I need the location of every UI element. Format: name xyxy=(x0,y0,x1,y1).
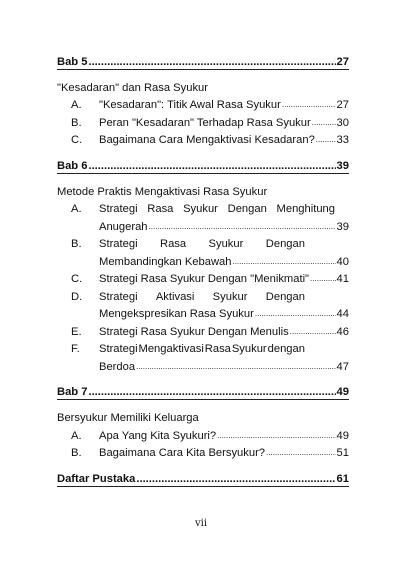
item-letter: A. xyxy=(71,429,82,442)
toc-item-line2[interactable] xyxy=(57,250,349,268)
toc-chapter-bab-6[interactable] xyxy=(57,154,349,172)
chapter-subtitle xyxy=(57,76,349,94)
dot-leader xyxy=(316,136,336,146)
chapter-title: Bab 5 xyxy=(57,55,88,68)
toc-item-line1[interactable] xyxy=(57,198,349,216)
dot-leader xyxy=(217,432,335,442)
item-page: 41 xyxy=(336,273,349,285)
item-letter: A. xyxy=(71,99,82,111)
word: Strategi xyxy=(99,343,138,355)
dot-leader xyxy=(88,386,335,398)
chapter-page: 27 xyxy=(336,55,349,68)
word: dengan xyxy=(267,343,305,355)
item-page: 47 xyxy=(336,360,349,373)
chapter-subtitle xyxy=(57,180,349,198)
item-text-line1 xyxy=(99,203,335,215)
item-page: 27 xyxy=(336,99,349,111)
word: Rasa xyxy=(204,343,231,355)
chapter-page: 39 xyxy=(336,159,349,172)
chapter-subtitle-text: Bersyukur Memiliki Keluarga xyxy=(57,412,199,424)
toc-item[interactable] xyxy=(57,111,349,129)
toc-item[interactable] xyxy=(57,129,349,147)
dot-leader xyxy=(282,101,336,111)
dot-leader xyxy=(266,449,336,459)
dot-leader xyxy=(136,473,335,485)
page-number: vii xyxy=(194,518,208,529)
toc-item[interactable] xyxy=(57,424,349,442)
word: Rasa xyxy=(147,203,174,215)
item-text: Bagaimana Cara Mengaktivasi Kesadaran? xyxy=(99,134,315,146)
word: Syukur xyxy=(208,238,244,250)
item-letter: C. xyxy=(71,134,83,146)
item-text: Strategi Rasa Syukur Dengan Menulis xyxy=(99,325,289,338)
dot-leader xyxy=(136,363,335,373)
item-letter: B. xyxy=(71,238,82,250)
word: Strategi xyxy=(99,290,138,303)
word: Rasa xyxy=(159,238,187,250)
toc-item-line2[interactable] xyxy=(57,355,349,373)
item-text-line1 xyxy=(99,238,305,250)
item-page: 40 xyxy=(336,255,349,268)
dot-leader xyxy=(290,328,336,338)
toc-chapter-bab-7[interactable] xyxy=(57,381,349,399)
item-text: Membandingkan Kebawah xyxy=(99,255,232,268)
dot-leader xyxy=(149,223,336,233)
item-text-line1 xyxy=(99,343,305,355)
word: Mengaktivasi xyxy=(138,343,204,355)
item-text: Strategi Rasa Syukur Dengan "Menikmati" xyxy=(99,273,310,285)
chapter-subtitle-text: "Kesadaran" dan Rasa Syukur xyxy=(57,81,208,94)
toc-item-line1[interactable] xyxy=(57,338,349,356)
word: Strategi xyxy=(99,203,138,215)
item-page: 33 xyxy=(336,134,349,146)
toc-item-line1[interactable] xyxy=(57,233,349,251)
word: Aktivasi xyxy=(155,290,195,303)
item-letter: B. xyxy=(71,116,82,129)
toc-item[interactable] xyxy=(57,94,349,112)
item-letter: B. xyxy=(71,447,82,459)
item-text-line1 xyxy=(99,291,305,303)
word: Syukur xyxy=(183,203,218,215)
item-text: "Kesadaran": Titik Awal Rasa Syukur xyxy=(99,99,281,111)
chapter-subtitle xyxy=(57,406,349,424)
chapter-underline xyxy=(57,69,349,70)
table-of-contents xyxy=(57,46,349,493)
item-text: Apa Yang Kita Syukuri? xyxy=(99,429,217,442)
chapter-underline xyxy=(57,486,349,487)
word: Dengan xyxy=(265,290,305,303)
dot-leader xyxy=(310,275,336,285)
item-letter: D. xyxy=(71,290,83,303)
item-text: Berdoa xyxy=(99,360,136,373)
word: Dengan xyxy=(227,203,267,215)
item-text: Anugerah xyxy=(99,220,148,233)
item-page: 51 xyxy=(336,447,349,459)
chapter-page: 61 xyxy=(336,472,349,485)
item-page: 30 xyxy=(336,116,349,129)
dot-leader xyxy=(255,310,336,320)
item-letter: E. xyxy=(71,325,82,338)
chapter-subtitle-text: Metode Praktis Mengaktivasi Rasa Syukur xyxy=(57,185,268,198)
item-text: Mengekspresikan Rasa Syukur xyxy=(99,308,254,320)
item-page: 39 xyxy=(336,220,349,233)
chapter-underline xyxy=(57,173,349,174)
toc-item[interactable] xyxy=(57,268,349,286)
toc-item-line2[interactable] xyxy=(57,303,349,321)
word: Syukur xyxy=(231,343,267,355)
dot-leader xyxy=(232,258,335,268)
dot-leader xyxy=(88,160,335,172)
item-letter: C. xyxy=(71,273,83,285)
item-letter: F. xyxy=(71,343,80,355)
chapter-underline xyxy=(57,399,349,400)
toc-item-line1[interactable] xyxy=(57,285,349,303)
item-text: Bagaimana Cara Kita Bersyukur? xyxy=(99,447,266,459)
dot-leader xyxy=(312,119,336,129)
item-text: Peran "Kesadaran" Terhadap Rasa Syukur xyxy=(99,116,311,129)
toc-item-line2[interactable] xyxy=(57,215,349,233)
item-page: 49 xyxy=(336,429,349,442)
word: Strategi xyxy=(99,238,138,250)
toc-item[interactable] xyxy=(57,320,349,338)
chapter-title: Bab 7 xyxy=(57,386,88,398)
dot-leader xyxy=(88,56,335,68)
toc-chapter-bab-5[interactable] xyxy=(57,50,349,68)
chapter-title: Daftar Pustaka xyxy=(57,472,136,485)
chapter-title: Bab 6 xyxy=(57,159,88,172)
toc-item[interactable] xyxy=(57,442,349,460)
item-letter: A. xyxy=(71,203,82,215)
word: Syukur xyxy=(212,290,248,303)
toc-chapter-daftar-pustaka[interactable] xyxy=(57,467,349,485)
item-page: 46 xyxy=(336,325,349,338)
chapter-page: 49 xyxy=(336,386,349,398)
word: Dengan xyxy=(265,238,305,250)
word: Menghitung xyxy=(276,203,335,215)
item-page: 44 xyxy=(336,308,349,320)
